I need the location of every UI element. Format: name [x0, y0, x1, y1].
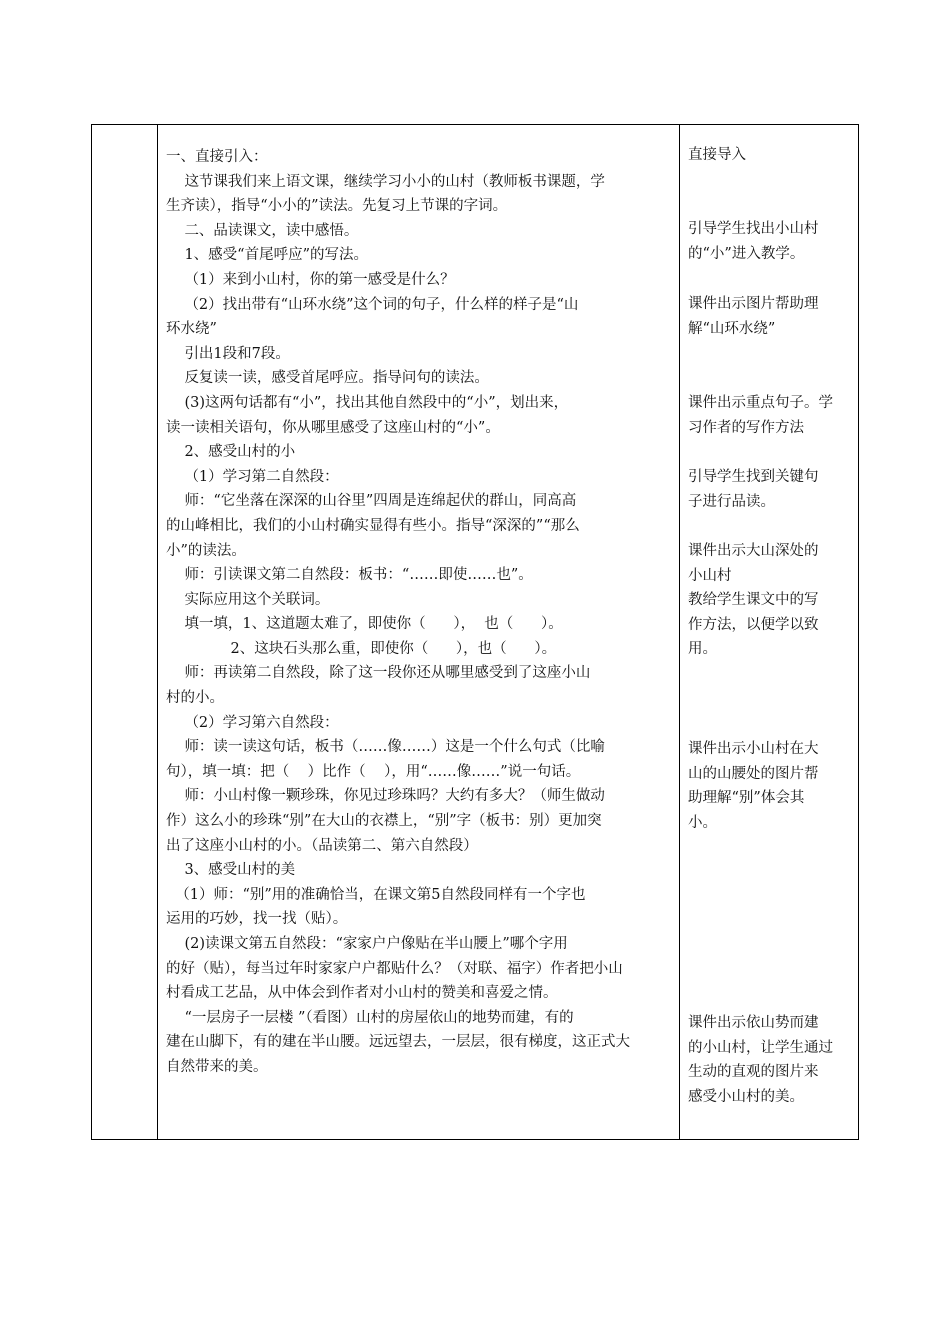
note-line: 的小山村，让学生通过 — [688, 1039, 833, 1056]
lesson-line: 作）这么小的珍珠“别”在大山的衣襟上，“别”字（板书：别）更加突 — [166, 813, 602, 830]
lesson-line: 师：再读第二自然段，除了这一段你还从哪里感受到了这座小山 — [166, 665, 591, 682]
lesson-line: 师：小山村像一颗珍珠，你见过珍珠吗？大约有多大？（师生做动 — [166, 788, 605, 805]
note-line: 的“小”进入教学。 — [688, 245, 805, 262]
design-note-7 — [688, 737, 854, 835]
lesson-line: 引出1段和7段。 — [166, 345, 290, 362]
note-line: 小山村 — [688, 567, 732, 584]
lesson-line: （1）学习第二自然段： — [166, 468, 339, 485]
lesson-line: （2）找出带有“山环水绕”这个词的句子，什么样的样子是“山 — [166, 296, 579, 313]
lesson-line: 2、这块石头那么重，即使你（ ），也（ ）。 — [166, 640, 557, 657]
design-note-5 — [688, 465, 854, 514]
column-divider-left — [157, 125, 158, 1139]
note-line: 助理解“别”体会其 — [688, 790, 805, 807]
lesson-line: （2）学习第六自然段： — [166, 714, 339, 731]
lesson-line: 自然带来的美。 — [166, 1058, 268, 1075]
lesson-line: 反复读一读，感受首尾呼应。指导问句的读法。 — [166, 370, 489, 387]
lesson-line: 的好（贴），每当过年时家家户户都贴什么？（对联、福字）作者把小山 — [166, 960, 623, 977]
design-note-6 — [688, 539, 854, 662]
lesson-line: (3)这两句话都有“小”，找出其他自然段中的“小”，划出来， — [166, 394, 569, 411]
note-line: 山的山腰处的图片帮 — [688, 765, 819, 782]
lesson-line: 村的小。 — [166, 690, 224, 707]
note-line: 课件出示小山村在大 — [688, 741, 819, 757]
note-line: 教给学生课文中的写 — [688, 592, 819, 609]
note-line: 生动的直观的图片来 — [688, 1064, 819, 1081]
lesson-line: （1）来到小山村，你的第一感受是什么？ — [166, 271, 455, 288]
lesson-line: 的山峰相比，我们的小山村确实显得有些小。指导“深深的”“那么 — [166, 517, 580, 534]
lesson-line: 生齐读），指导“小小的”读法。先复习上节课的字词。 — [166, 198, 508, 215]
lesson-line: 建在山脚下，有的建在半山腰。远远望去，一层层，很有梯度，这正式大 — [166, 1034, 630, 1051]
lesson-line: 出了这座小山村的小。（品读第二、第六自然段） — [166, 837, 478, 854]
note-line: 课件出示大山深处的 — [688, 543, 819, 559]
design-note-3 — [688, 292, 854, 341]
lesson-line: 1、感受“首尾呼应”的写法。 — [166, 247, 368, 264]
design-note-1 — [688, 143, 854, 168]
lesson-line: (2)读课文第五自然段：“家家户户像贴在半山腰上”哪个字用 — [166, 936, 568, 952]
note-line: 小。 — [688, 814, 717, 831]
lesson-line: 2、感受山村的小 — [166, 444, 296, 461]
lesson-line: 师：读一读这句话，板书（……像……）这是一个什么句式（比喻 — [166, 739, 605, 756]
lesson-line: 读一读相关语句，你从哪里感受了这座山村的“小”。 — [166, 419, 500, 436]
design-note-4 — [688, 391, 854, 440]
lesson-table — [91, 124, 859, 1140]
note-line: 课件出示图片帮助理 — [688, 296, 819, 312]
note-line: 解“山环水绕” — [688, 320, 776, 337]
lesson-line: 师：“它坐落在深深的山谷里”四周是连绵起伏的群山，同高高 — [166, 493, 577, 510]
lesson-line: 句），填一填：把（ ）比作（ ），用“……像……”说一句话。 — [166, 763, 581, 780]
lesson-line: 这节课我们来上语文课，继续学习小小的山村（教师板书课题，学 — [166, 173, 605, 190]
design-note-8 — [688, 1011, 854, 1109]
note-line: 引导学生找到关键句 — [688, 469, 819, 485]
lesson-line: 一、直接引入： — [166, 149, 268, 165]
lesson-line: 环水绕” — [166, 321, 217, 338]
lesson-line: （1）师：“别”用的准确恰当，在课文第5自然段同样有一个字也 — [166, 886, 586, 903]
column-divider-right — [679, 125, 680, 1139]
lesson-line: 二、品读课文，读中感悟。 — [166, 222, 359, 239]
lesson-line: 村看成工艺品，从中体会到作者对小山村的赞美和喜爱之情。 — [166, 985, 558, 1002]
lesson-line: 填一填，1、这道题太难了，即使你（ ）， 也（ ）。 — [166, 616, 563, 633]
lesson-line: 师：引读课文第二自然段：板书：“……即使……也”。 — [166, 567, 533, 584]
note-line: 作方法，以便学以致 — [688, 616, 819, 633]
note-line: 感受小山村的美。 — [688, 1088, 804, 1105]
note-line: 课件出示依山势而建 — [688, 1015, 819, 1031]
lesson-line: 小”的读法。 — [166, 542, 246, 559]
note-line: 子进行品读。 — [688, 493, 775, 510]
lesson-content — [166, 145, 672, 1080]
lesson-line: “一层房子一层楼 ”（看图）山村的房屋依山的地势而建，有的 — [166, 1009, 574, 1026]
lesson-line: 3、感受山村的美 — [166, 862, 296, 879]
note-line: 课件出示重点句子。学 — [688, 395, 833, 411]
note-line: 直接导入 — [688, 147, 746, 163]
design-note-2 — [688, 217, 854, 266]
lesson-line: 运用的巧妙，找一找（贴）。 — [166, 911, 348, 928]
note-line: 用。 — [688, 641, 717, 658]
note-line: 习作者的写作方法 — [688, 419, 804, 436]
lesson-line: 实际应用这个关联词。 — [166, 591, 330, 608]
note-line: 引导学生找出小山村 — [688, 221, 819, 237]
